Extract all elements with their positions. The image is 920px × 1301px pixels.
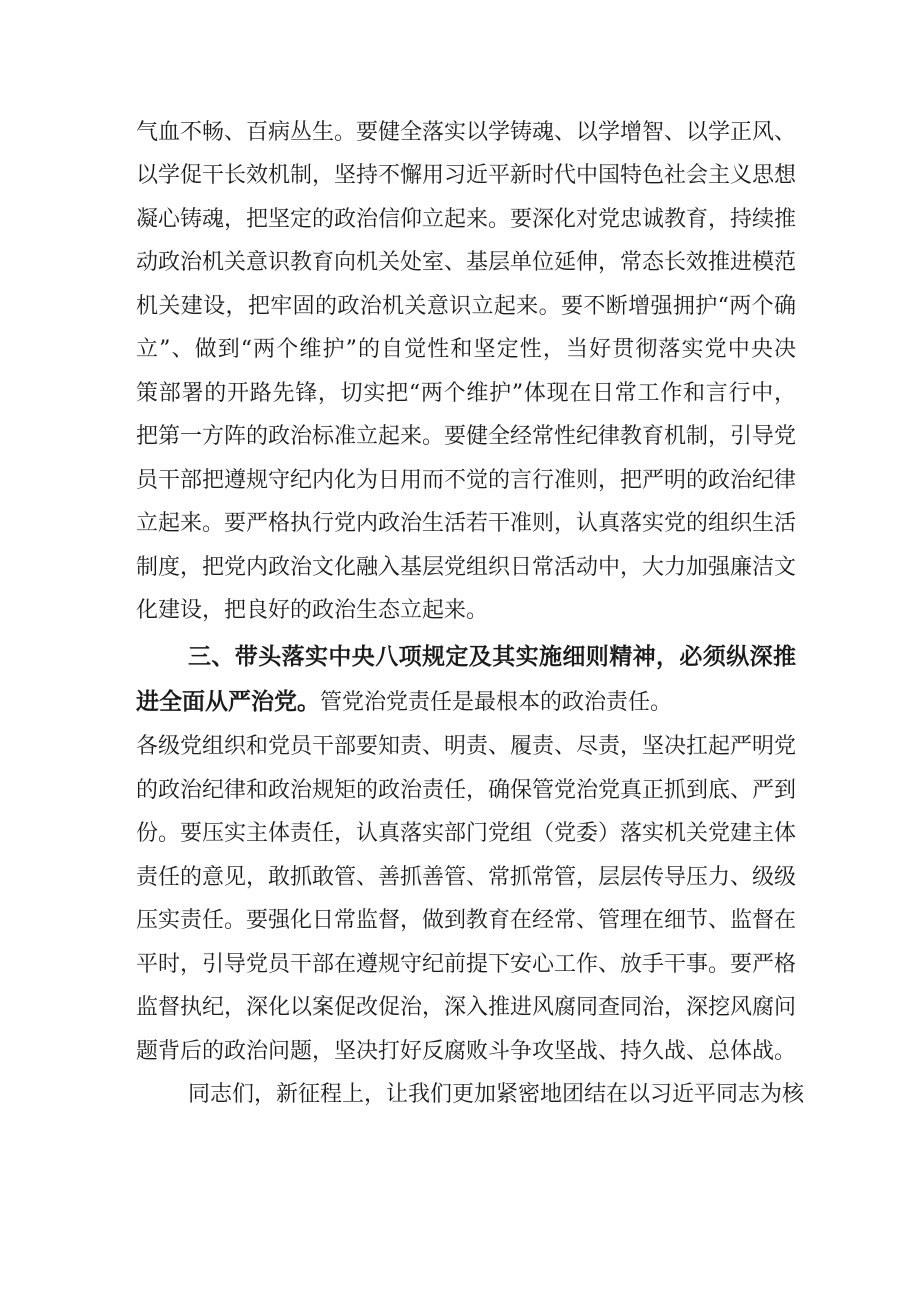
paragraph-line: 的政治纪律和政治规矩的政治责任，确保管党治党真正抓到底、严到 — [136, 778, 797, 803]
paragraph-line: 题背后的政治问题，坚决打好反腐败斗争攻坚战、持久战、总体战。 — [136, 1039, 797, 1064]
paragraph-line: 压实责任。要强化日常监督，做到教育在经常、管理在细节、监督在 — [136, 908, 797, 933]
section-heading-bold: 进全面从严治党。 — [136, 689, 320, 715]
paragraph-line: 监督执纪，深化以案促改促治，深入推进风腐同查同治，深挖风腐问 — [136, 995, 797, 1020]
section-heading: 三、带头落实中央八项规定及其实施细则精神，必须纵深推 — [188, 644, 796, 670]
paragraph-line: 以学促干长效机制，坚持不懈用习近平新时代中国特色社会主义思想 — [136, 163, 797, 188]
paragraph-line: 平时，引导党员干部在遵规守纪前提下安心工作、放手干事。要严格 — [136, 952, 797, 977]
paragraph-line: 份。要压实主体责任，认真落实部门党组（党委）落实机关党建主体 — [136, 821, 797, 846]
paragraph-line: 策部署的开路先锋，切实把“两个维护”体现在日常工作和言行中， — [136, 381, 796, 406]
paragraph-line: 机关建设，把牢固的政治机关意识立起来。要不断增强拥护“两个确 — [136, 294, 796, 319]
paragraph-line: 同志们，新征程上，让我们更加紧密地团结在以习近平同志为核 — [188, 1082, 805, 1107]
paragraph-line: 制度，把党内政治文化融入基层党组织日常活动中，大力加强廉洁文 — [136, 555, 797, 580]
paragraph-line: 各级党组织和党员干部要知责、明责、履责、尽责，坚决扛起严明党 — [136, 734, 797, 759]
paragraph-line: 化建设，把良好的政治生态立起来。 — [136, 598, 489, 623]
paragraph-line: 气血不畅、百病丛生。要健全落实以学铸魂、以学增智、以学正风、 — [136, 120, 797, 145]
paragraph-line: 动政治机关意识教育向机关处室、基层单位延伸，常态长效推进模范 — [136, 250, 797, 275]
paragraph-line: 把第一方阵的政治标准立起来。要健全经常性纪律教育机制，引导党 — [136, 424, 797, 449]
paragraph-line: 员干部把遵规守纪内化为日用而不觉的言行准则，把严明的政治纪律 — [136, 468, 797, 493]
section-heading-line2 — [136, 687, 796, 719]
paragraph-line: 凝心铸魂，把坚定的政治信仰立起来。要深化对党忠诚教育，持续推 — [136, 207, 797, 232]
paragraph-line: 责任的意见，敢抓敢管、善抓善管、常抓常管，层层传导压力、级级 — [136, 865, 797, 890]
paragraph-line: 立起来。要严格执行党内政治生活若干准则，认真落实党的组织生活 — [136, 511, 797, 536]
paragraph-line: 立”、做到“两个维护”的自觉性和坚定性，当好贯彻落实党中央决 — [136, 337, 796, 362]
section-lead-sentence: 管党治党责任是最根本的政治责任。 — [320, 690, 673, 715]
